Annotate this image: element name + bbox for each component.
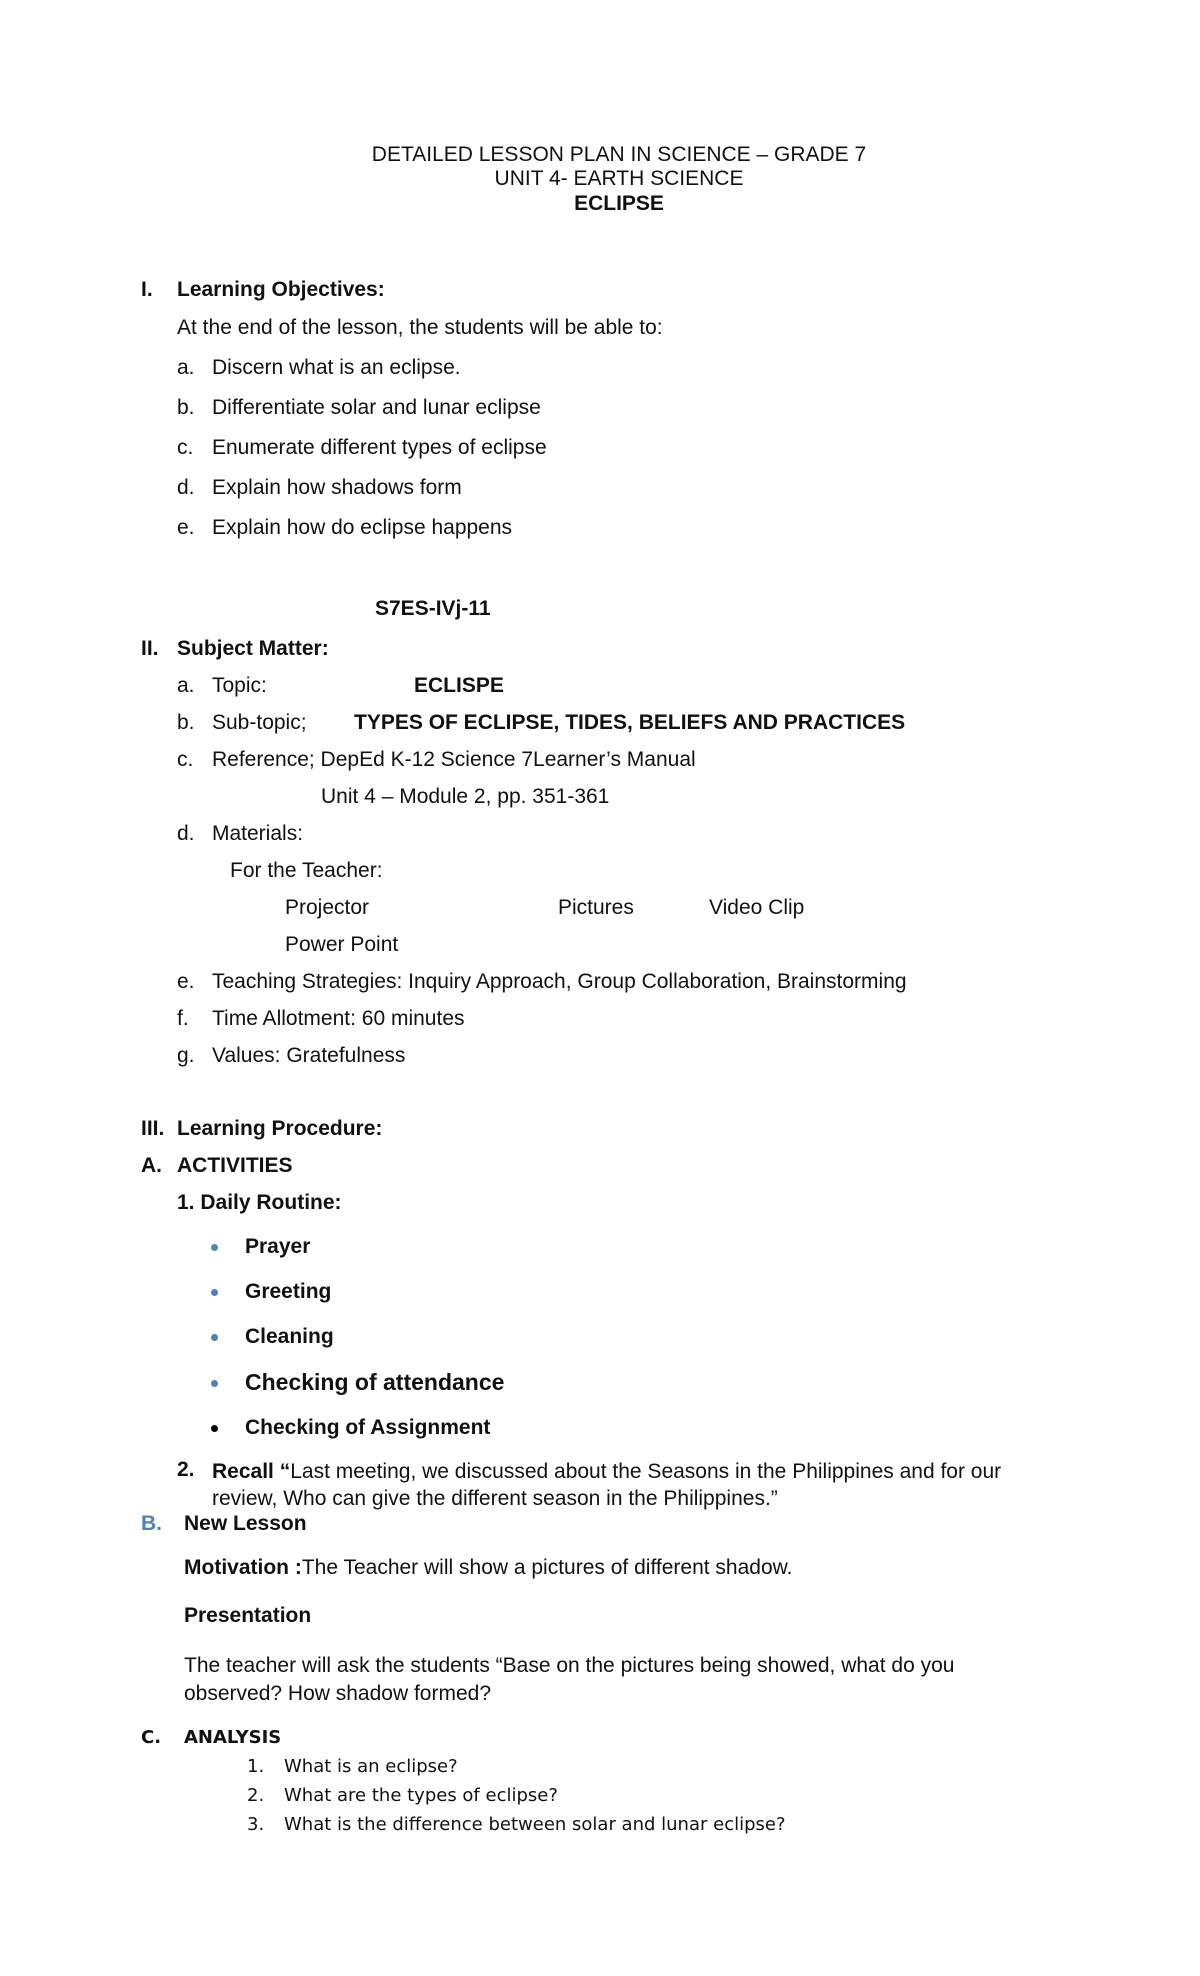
recall-number: 2. (177, 1458, 195, 1481)
section-numeral: II. (141, 637, 159, 660)
routine-item: Prayer (245, 1235, 311, 1258)
activities-heading: ACTIVITIES (177, 1154, 293, 1177)
list-letter: e. (177, 516, 195, 539)
subsection-letter: A. (141, 1154, 162, 1177)
analysis-question: What is an eclipse? (284, 1756, 458, 1777)
title-line-3: ECLIPSE (574, 192, 664, 215)
analysis-question: What are the types of eclipse? (284, 1785, 558, 1806)
list-letter: a. (177, 674, 195, 697)
recall-label: Recall “ (212, 1460, 291, 1483)
section-heading: Learning Objectives: (177, 278, 385, 301)
list-letter: c. (177, 436, 194, 459)
section-numeral: III. (141, 1117, 165, 1140)
presentation-text: The teacher will ask the students “Base on the pictures being showed, what do you observed? How shadow formed? (184, 1654, 955, 1705)
section-numeral: I. (141, 278, 153, 301)
topic-value: ECLISPE (414, 674, 504, 697)
section-heading: Subject Matter: (177, 637, 329, 660)
daily-routine-heading: 1. Daily Routine: (177, 1191, 342, 1214)
bullet-icon (211, 1425, 218, 1432)
motivation-label: Motivation : (184, 1556, 302, 1579)
topic-label: Topic: (212, 674, 267, 697)
list-item: Differentiate solar and lunar eclipse (212, 396, 541, 419)
question-number: 1. (247, 1756, 265, 1777)
title-line-2: UNIT 4- EARTH SCIENCE (494, 167, 744, 190)
subtopic-label: Sub-topic; (212, 711, 307, 734)
bullet-icon (211, 1380, 218, 1387)
section-heading: Learning Procedure: (177, 1117, 383, 1140)
values: Values: Gratefulness (212, 1044, 406, 1067)
material-item: Video Clip (709, 896, 805, 919)
routine-item: Cleaning (245, 1325, 334, 1348)
question-number: 3. (247, 1814, 265, 1835)
question-number: 2. (247, 1785, 265, 1806)
analysis-heading: ANALYSIS (184, 1727, 282, 1748)
materials-label: Materials: (212, 822, 304, 845)
objectives-intro: At the end of the lesson, the students will be able to: (177, 316, 663, 339)
list-letter: g. (177, 1044, 195, 1067)
subtopic-value: TYPES OF ECLIPSE, TIDES, BELIEFS AND PRACTICES (354, 711, 906, 734)
list-item: Discern what is an eclipse. (212, 356, 461, 379)
list-letter: d. (177, 822, 195, 845)
material-item: Power Point (285, 933, 399, 956)
list-item: Enumerate different types of eclipse (212, 436, 547, 459)
material-item: Projector (285, 896, 370, 919)
list-item: Explain how do eclipse happens (212, 516, 513, 539)
routine-item: Checking of attendance (245, 1369, 505, 1395)
subsection-letter: B. (141, 1512, 162, 1535)
material-item: Pictures (558, 896, 634, 919)
subsection-letter: C. (141, 1727, 162, 1748)
teaching-strategies: Teaching Strategies: Inquiry Approach, Group Collaboration, Brainstorming (212, 970, 907, 993)
analysis-question: What is the difference between solar and lunar eclipse? (284, 1814, 786, 1835)
recall-paragraph (212, 1458, 1062, 1512)
list-item: Explain how shadows form (212, 476, 462, 499)
list-letter: b. (177, 711, 195, 734)
bullet-icon (211, 1289, 218, 1296)
presentation-heading: Presentation (184, 1604, 312, 1627)
new-lesson-heading: New Lesson (184, 1512, 307, 1535)
list-letter: a. (177, 356, 195, 379)
routine-item: Greeting (245, 1280, 332, 1303)
reference-text: Reference; DepEd K-12 Science 7Learner’s Manual (212, 748, 696, 771)
for-teacher-label: For the Teacher: (230, 859, 383, 882)
routine-item: Checking of Assignment (245, 1416, 491, 1439)
time-allotment: Time Allotment: 60 minutes (212, 1007, 465, 1030)
bullet-icon (211, 1244, 218, 1251)
motivation-line (184, 1556, 793, 1580)
list-letter: c. (177, 748, 194, 771)
competency-code: S7ES-IVj-11 (375, 597, 491, 620)
bullet-icon (211, 1334, 218, 1341)
list-letter: d. (177, 476, 195, 499)
recall-text: Last meeting, we discussed about the Seasons in the Philippines and for our review, Who can give the different season in the Philippines.” (212, 1460, 1002, 1510)
reference-pages: Unit 4 – Module 2, pp. 351-361 (321, 785, 610, 808)
title-line-1: DETAILED LESSON PLAN IN SCIENCE – GRADE 7 (371, 143, 867, 166)
list-letter: e. (177, 970, 195, 993)
list-letter: f. (177, 1007, 189, 1030)
list-letter: b. (177, 396, 195, 419)
motivation-text: The Teacher will show a pictures of different shadow. (301, 1556, 793, 1579)
